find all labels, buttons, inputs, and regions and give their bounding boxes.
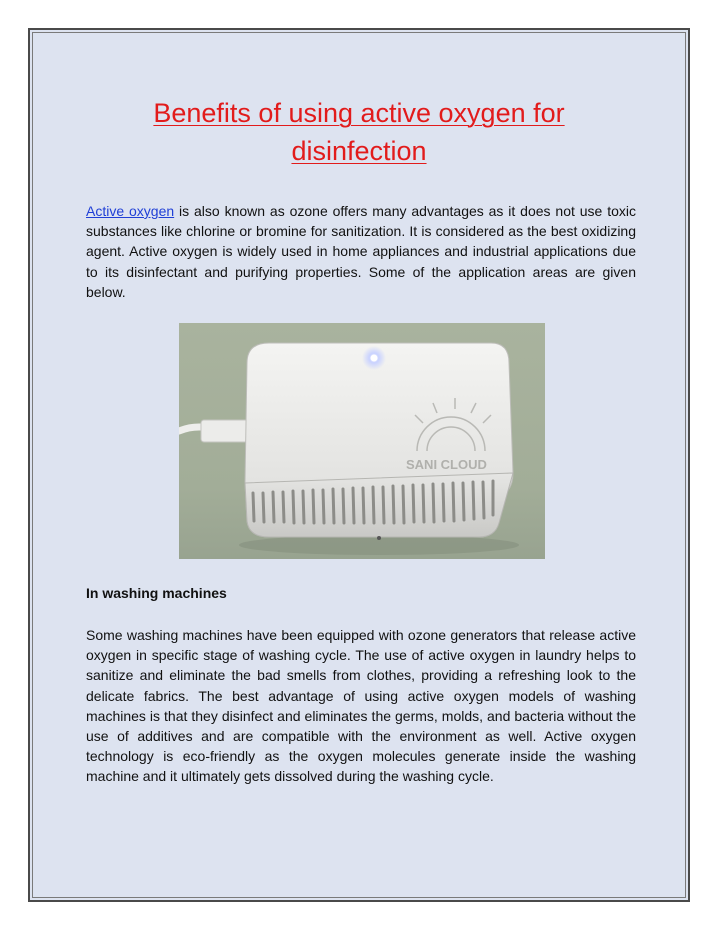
section-paragraph: Some washing machines have been equipped with ozone generators that release active oxygen in specific stage of washing cycle. The use of active oxygen in laundry helps to sanitize and eliminate the bad smells from clothes, providing a refreshing look to the delicate fabrics. The best advantage of using active oxygen models of washing machines is that they disinfect and eliminates the germs, molds, and bacteria without the use of additives and are compatible with the environment as well. Active oxygen technology is eco-friendly as the oxygen molecules generate inside the washing machine and it ultimately gets dissolved during the washing cycle.: [86, 627, 636, 785]
product-photo: [179, 323, 545, 559]
intro-paragraph: [86, 201, 636, 302]
section-heading: In washing machines: [86, 585, 227, 601]
ozone-generator-image: [179, 323, 545, 559]
intro-text: is also known as ozone offers many advantages as it does not use toxic substances like chlorine or bromine for sanitization. It is considered as the best oxidizing agent. Active oxygen is widely used in home appliances and industrial applications due to its disinfectant and purifying properties. Some of the application areas are given below.: [86, 203, 636, 300]
document-title: [30, 94, 688, 170]
active-oxygen-link[interactable]: Active oxygen: [86, 203, 175, 219]
logo-text: SANI CLOUD: [406, 457, 487, 472]
document-page: [28, 28, 690, 902]
title-line-1: Benefits of using active oxygen for: [153, 98, 565, 128]
title-line-2: disinfection: [291, 136, 427, 166]
